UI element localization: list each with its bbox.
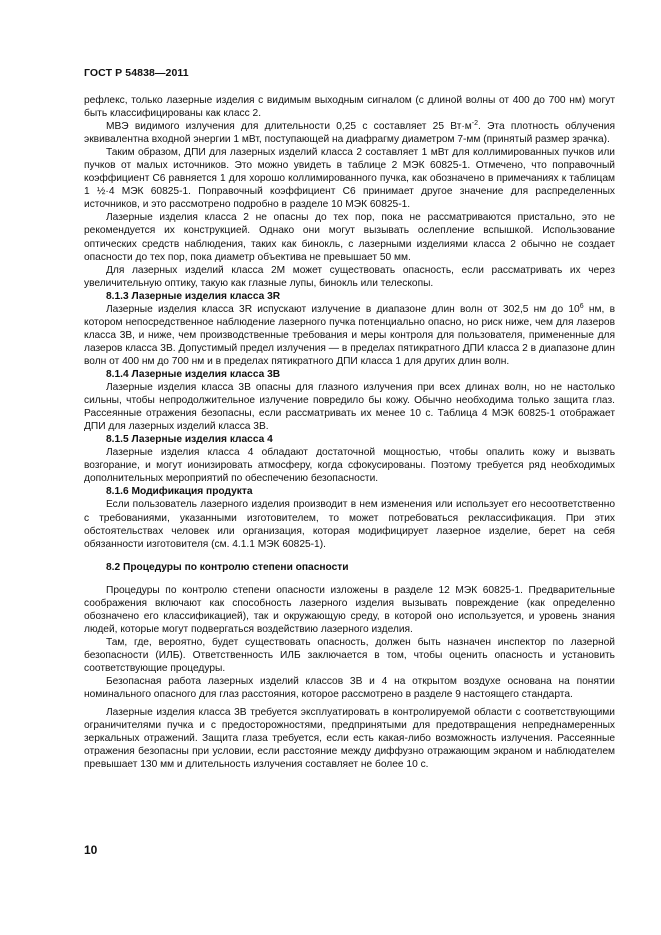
paragraph: Лазерные изделия класса 3В требуется эксплуатировать в контролируемой области с соответствующими ограничителями пучка и с предосторожностями, предпринятыми для предотвращения непреднамеренных зеркальных отражений. Защита глаза требуется, если есть какая-либо возможность излучения. Рассеянные отражения безопасны при условии, если расстояние между диффузно отражающим экраном и наблюдателем превышает 130 мм и длительность излучения составляет не более 10 с. xyxy=(84,707,615,771)
page-body xyxy=(84,94,615,771)
paragraph: Лазерные изделия класса 3В опасны для глазного излучения при всех длинах волн, но не настолько сильны, чтобы непродолжительное излучение повредило бы кожу. Обычно необходима только защита глаз. Рассеянные отражения безопасны, если рассматривать их менее 10 с. Таблица 4 МЭК 60825-1 отображает ДПИ для лазерных изделий класса 3В. xyxy=(84,382,615,433)
paragraph: Для лазерных изделий класса 2М может существовать опасность, если рассматривать их через увеличительную оптику, такую как глазные лупы, бинокль или телескопы. xyxy=(84,264,615,289)
section-heading-8-1-3: 8.1.3 Лазерные изделия класса 3R xyxy=(106,290,281,302)
paragraph: Лазерные изделия класса 2 не опасны до тех пор, пока не рассматриваются пристально, это не рекомендуется их конструкцией. Однако они могут вызывать ослепление вспышкой. Использование оптических средств наблюдения, таких как бинокль, с лазерными изделиями класса 2 обычно не создает опасности до тех пор, пока диаметр объектива не превышает 50 мм. xyxy=(84,212,615,263)
section-heading-8-1-5: 8.1.5 Лазерные изделия класса 4 xyxy=(106,434,273,446)
section-heading-8-1-4: 8.1.4 Лазерные изделия класса 3В xyxy=(106,368,281,380)
text-run: нм, в котором непосредственное наблюдение лазерного пучка потенциально опасно, но риск ниже, чем для лазеров класса 3В, и ниже, чем производственные требования и меры контроля для пользователя, примененные для лазеров класса 3В. Допустимый предел излучения — в пределах пятикратного ДПИ класса 2 в диапазоне длин волн от 400 нм до 700 нм и в пределах пятикратного ДПИ класса 1 для других длин волн. xyxy=(84,303,615,367)
paragraph: Там, где, вероятно, будет существовать опасность, должен быть назначен инспектор по лазерной безопасности (ИЛБ). Ответственность ИЛБ заключается в том, чтобы оценить опасность и установить соответствующие процедуры. xyxy=(84,636,615,674)
section-heading-8-2: 8.2 Процедуры по контролю степени опасности xyxy=(106,561,349,573)
paragraph xyxy=(84,120,615,146)
text-run: Лазерные изделия класса 3R испускают излучение в диапазоне длин волн от 302,5 нм до 10 xyxy=(106,303,580,315)
document-header: ГОСТ Р 54838—2011 xyxy=(84,67,189,79)
superscript: 6 xyxy=(579,302,584,310)
section-heading-8-1-6: 8.1.6 Модификация продукта xyxy=(106,486,253,498)
superscript: -2 xyxy=(471,120,479,128)
page-number: 10 xyxy=(84,843,98,857)
paragraph: Таким образом, ДПИ для лазерных изделий класса 2 составляет 1 мВт для коллимированных пучков или пучков от малых источников. Это можно увидеть в таблице 2 МЭК 60825-1. Отмечено, что поправочный коэффициент С6 равняется 1 для хорошо коллимированного пучка, как обозначено в примечаниях к таблицам 1 ½·4 МЭК 60825-1. Поправочный коэффициент С6 принимает другое значение для распределенных источников, и это рассмотрено подробно в разделе 10 МЭК 60825-1. xyxy=(84,147,615,211)
paragraph: рефлекс, только лазерные изделия с видимым выходным сигналом (с длиной волны от 400 до 700 нм) могут быть классифицированы как класс 2. xyxy=(84,95,615,120)
paragraph: Безопасная работа лазерных изделий классов 3В и 4 на открытом воздухе основана на понятии номинального опасного для глаз расстояния, которое рассмотрено в разделе 9 настоящего стандарта. xyxy=(84,676,615,701)
paragraph: Лазерные изделия класса 4 обладают достаточной мощностью, чтобы опалить кожу и вызвать возгорание, и могут ионизировать атмосферу, когда сфокусированы. Поэтому требуется ряд необходимых дополнительных мероприятий по обеспечению безопасности. xyxy=(84,447,615,485)
text-run: МВЭ видимого излучения для длительности 0,25 с составляет 25 Вт·м xyxy=(106,121,472,133)
paragraph xyxy=(84,303,615,368)
paragraph: Если пользователь лазерного изделия производит в нем изменения или использует его несоответственно с требованиями, указанными изготовителем, то может потребоваться реклассификация. При этих обстоятельствах человек или организация, которая модифицирует лазерное изделие, берет на себя обязанности изготовителя (см. 4.1.1 МЭК 60825-1). xyxy=(84,499,615,550)
text-run: . Эта плотность облучения эквивалентна входной энергии 1 мВт, поступающей на диафрагму диаметром 7-мм (принятый размер зрачка). xyxy=(84,121,616,146)
paragraph: Процедуры по контролю степени опасности изложены в разделе 12 МЭК 60825-1. Предварительные соображения включают как способность лазерного изделия вызывать повреждение (как определенно обозначено его классификацией), так и окружающую среду, в которой оно используется, и уровень знания людей, которые могут подвергаться воздействию лазерного изделия. xyxy=(84,584,615,635)
